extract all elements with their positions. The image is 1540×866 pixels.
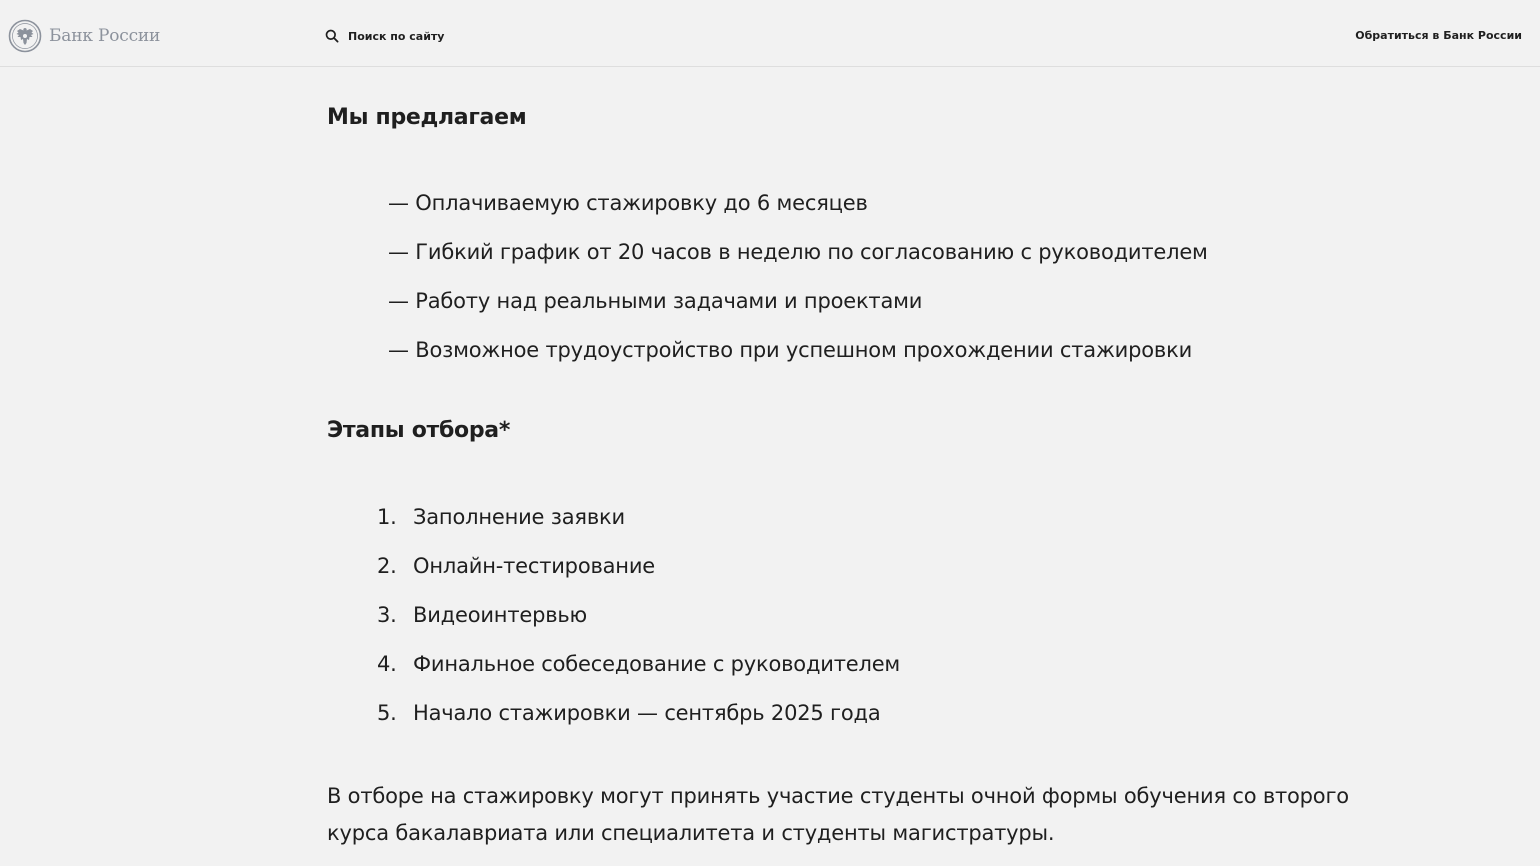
logo-text: Банк России: [49, 26, 161, 46]
eligibility-note: В отборе на стажировку могут принять участие студенты очной формы обучения со второго курса бакалавриата или специалитета и студенты магистратуры.: [327, 784, 1349, 845]
item-number: 3.: [377, 603, 397, 627]
item-text: Финальное собеседование с руководителем: [413, 652, 901, 676]
list-item: — Гибкий график от 20 часов в неделю по согласованию с руководителем: [388, 240, 1208, 264]
list-item: [377, 550, 900, 599]
item-text: Онлайн-тестирование: [413, 554, 656, 578]
list-item: [377, 501, 900, 550]
list-item: — Оплачиваемую стажировку до 6 месяцев: [388, 191, 868, 215]
search-icon: [325, 29, 339, 43]
list-item: [377, 648, 900, 697]
list-item: [377, 599, 900, 648]
site-header: [0, 0, 1540, 67]
bank-logo-link[interactable]: [8, 19, 160, 53]
stages-list: [377, 501, 900, 746]
offer-list: [388, 187, 1208, 383]
list-item: [377, 697, 900, 746]
item-text: Начало стажировки — сентябрь 2025 года: [413, 701, 881, 725]
item-number: 2.: [377, 554, 397, 578]
site-search[interactable]: [325, 27, 444, 45]
stages-heading: Этапы отбора*: [327, 418, 511, 443]
item-text: Заполнение заявки: [413, 505, 625, 529]
search-label[interactable]: Поиск по сайту: [348, 29, 445, 43]
list-item: — Возможное трудоустройство при успешном прохождении стажировки: [388, 338, 1193, 362]
item-number: 4.: [377, 652, 397, 676]
item-text: Видеоинтервью: [413, 603, 588, 627]
contact-bank-link[interactable]: Обратиться в Банк России: [1355, 29, 1522, 42]
item-number: 5.: [377, 701, 397, 725]
item-number: 1.: [377, 505, 397, 529]
offer-heading: Мы предлагаем: [327, 105, 527, 130]
list-item: — Работу над реальными задачами и проектами: [388, 289, 923, 313]
eagle-emblem-icon: [8, 19, 42, 53]
